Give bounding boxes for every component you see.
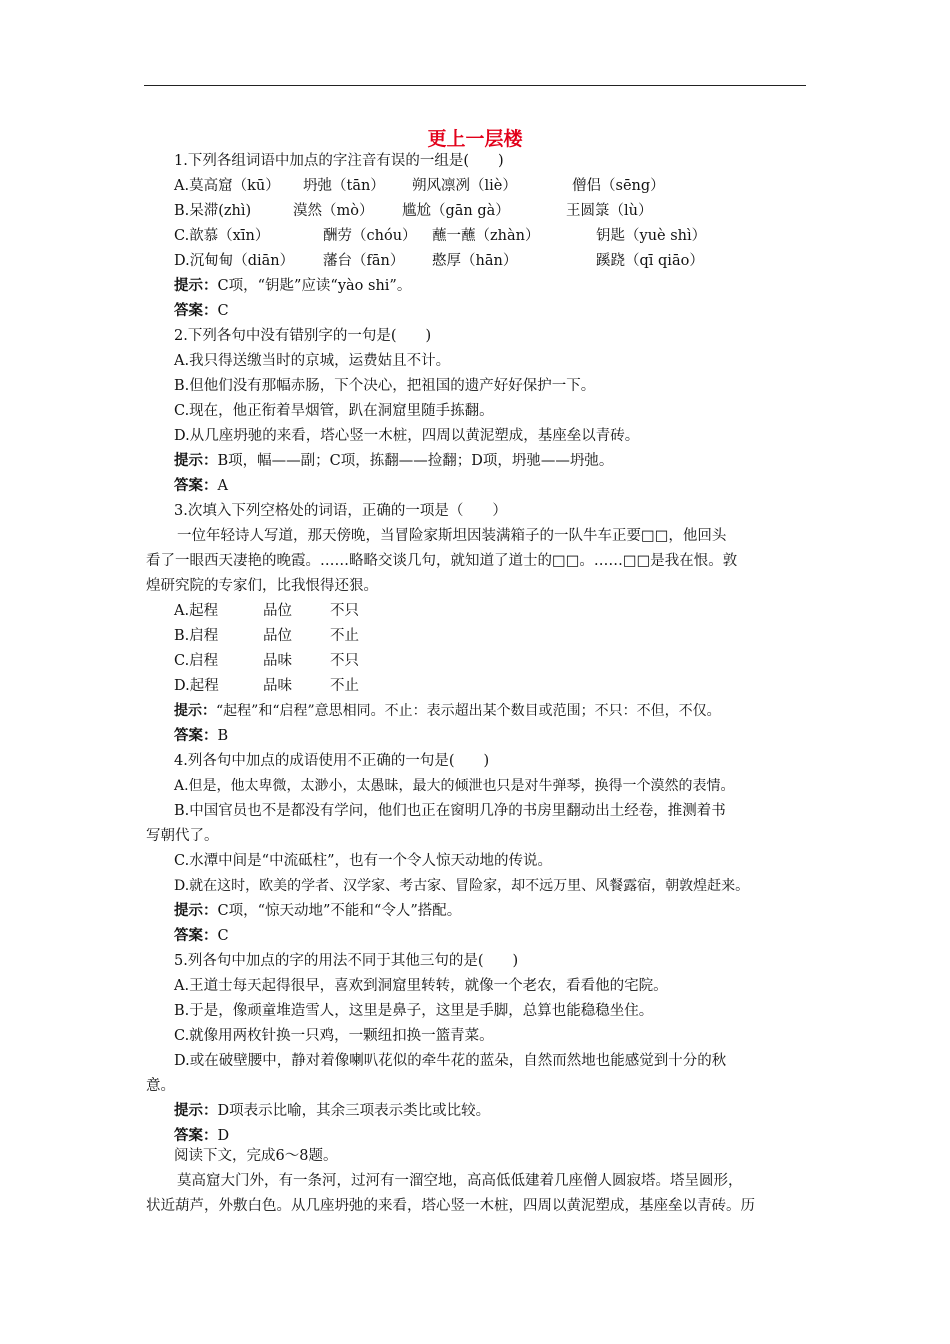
q2-answer: 答案：A [174, 478, 228, 494]
q4-option-c: C.水潭中间是“中流砥柱”，也有一个令人惊天动地的传说。 [174, 853, 553, 869]
q3-passage-line: 一位年轻诗人写道，那天傍晚，当冒险家斯坦因装满箱子的一队牛车正要□□，他回头 [177, 528, 727, 544]
q1-option-d: D.沉甸甸（diān） 藩台（fān） 憨厚（hān） 蹊跷（qī qiāo） [174, 253, 704, 269]
q2-stem: 2.下列各句中没有错别字的一句是( ) [174, 328, 432, 344]
reading-passage-line: 莫高窟大门外，有一条河，过河有一溜空地，高高低低建着几座僧人圆寂塔。塔呈圆形， [177, 1173, 743, 1189]
q5-option-b: B.于是，像顽童堆造雪人，这里是鼻子，这里是手脚，总算也能稳稳坐住。 [174, 1003, 654, 1019]
q1-option-b: B.呆滞(zhì) 漠然（mò） 尴尬（gān gà） 王圆箓（lù） [174, 203, 653, 219]
q3-stem: 3.次填入下列空格处的词语，正确的一项是（ ） [174, 503, 507, 519]
q2-option-a: A.我只得送缴当时的京城，运费姑且不计。 [174, 353, 451, 369]
q4-answer: 答案：C [174, 928, 229, 944]
q5-option-d-cont: 意。 [146, 1078, 175, 1094]
q1-option-a: A.莫高窟（kū） 坍弛（tān） 朔风凛冽（liè） 僧侣（sēng） [174, 178, 665, 194]
section-title: 更上一层楼 [427, 128, 523, 150]
q2-option-d: D.从几座坍驰的来看，塔心竖一木桩，四周以黄泥塑成，基座垒以青砖。 [174, 428, 640, 444]
q4-hint: 提示：C项，“惊天动地”不能和“令人”搭配。 [174, 903, 462, 919]
q4-option-a: A.但是，他太卑微，太渺小，太愚昧，最大的倾泄也只是对牛弹琴，换得一个漠然的表情。 [174, 778, 735, 794]
q1-option-c: C.歆慕（xīn） 酬劳（chóu） 蘸一蘸（zhàn） 钥匙（yuè shì） [174, 228, 707, 244]
q1-answer: 答案：C [174, 303, 229, 319]
q2-option-c: C.现在，他正衔着旱烟管，趴在洞窟里随手拣翻。 [174, 403, 494, 419]
q5-option-d: D.或在破壁腰中，静对着像喇叭花似的牵牛花的蓝朵，自然而然地也能感觉到十分的秋 [174, 1053, 727, 1069]
q4-option-d: D.就在这时，欧美的学者、汉学家、考古家、冒险家，却不远万里、风餐露宿，朝敦煌赶来。 [174, 878, 750, 894]
q3-option-c: C.启程 品味 不只 [174, 653, 359, 669]
q3-hint: 提示：“起程”和“启程”意思相同。不止：表示超出某个数目或范围；不只：不但，不仅。 [174, 703, 721, 719]
header-rule [144, 85, 806, 86]
q5-option-c: C.就像用两枚针换一只鸡，一颗纽扣换一篮青菜。 [174, 1028, 494, 1044]
q3-passage-line: 煌研究院的专家们，比我恨得还狠。 [146, 578, 378, 594]
q1-hint: 提示：C项，“钥匙”应读“yào shi”。 [174, 278, 412, 294]
q3-answer: 答案：B [174, 728, 229, 744]
q2-hint: 提示：B项，幅——副；C项，拣翻——捡翻；D项，坍驰——坍弛。 [174, 453, 614, 469]
q3-option-b: B.启程 品位 不止 [174, 628, 359, 644]
reading-passage-line: 状近葫芦，外敷白色。从几座坍弛的来看，塔心竖一木桩，四周以黄泥塑成，基座垒以青砖。历 [146, 1198, 755, 1214]
q5-hint: 提示：D项表示比喻，其余三项表示类比或比较。 [174, 1103, 491, 1119]
q5-stem: 5.列各句中加点的字的用法不同于其他三句的是( ) [174, 953, 519, 969]
q3-option-d: D.起程 品味 不止 [174, 678, 359, 694]
reading-intro: 阅读下文，完成6～8题。 [174, 1148, 338, 1164]
q3-option-a: A.起程 品位 不只 [174, 603, 359, 619]
q2-option-b: B.但他们没有那幅赤肠，下个决心，把祖国的遗产好好保护一下。 [174, 378, 596, 394]
q4-stem: 4.列各句中加点的成语使用不正确的一句是( ) [174, 753, 490, 769]
q3-passage-line: 看了一眼西天凄艳的晚霞。……略略交谈几句，就知道了道士的□□。……□□是我在恨。敦 [146, 553, 738, 569]
q5-answer: 答案：D [174, 1128, 230, 1144]
q4-option-b-cont: 写朝代了。 [146, 828, 219, 844]
q4-option-b: B.中国官员也不是都没有学问，他们也正在窗明几净的书房里翻动出土经卷，推测着书 [174, 803, 726, 819]
q1-stem: 1.下列各组词语中加点的字注音有误的一组是( ) [174, 153, 504, 169]
q5-option-a: A.王道士每天起得很早，喜欢到洞窟里转转，就像一个老农，看看他的宅院。 [174, 978, 668, 994]
